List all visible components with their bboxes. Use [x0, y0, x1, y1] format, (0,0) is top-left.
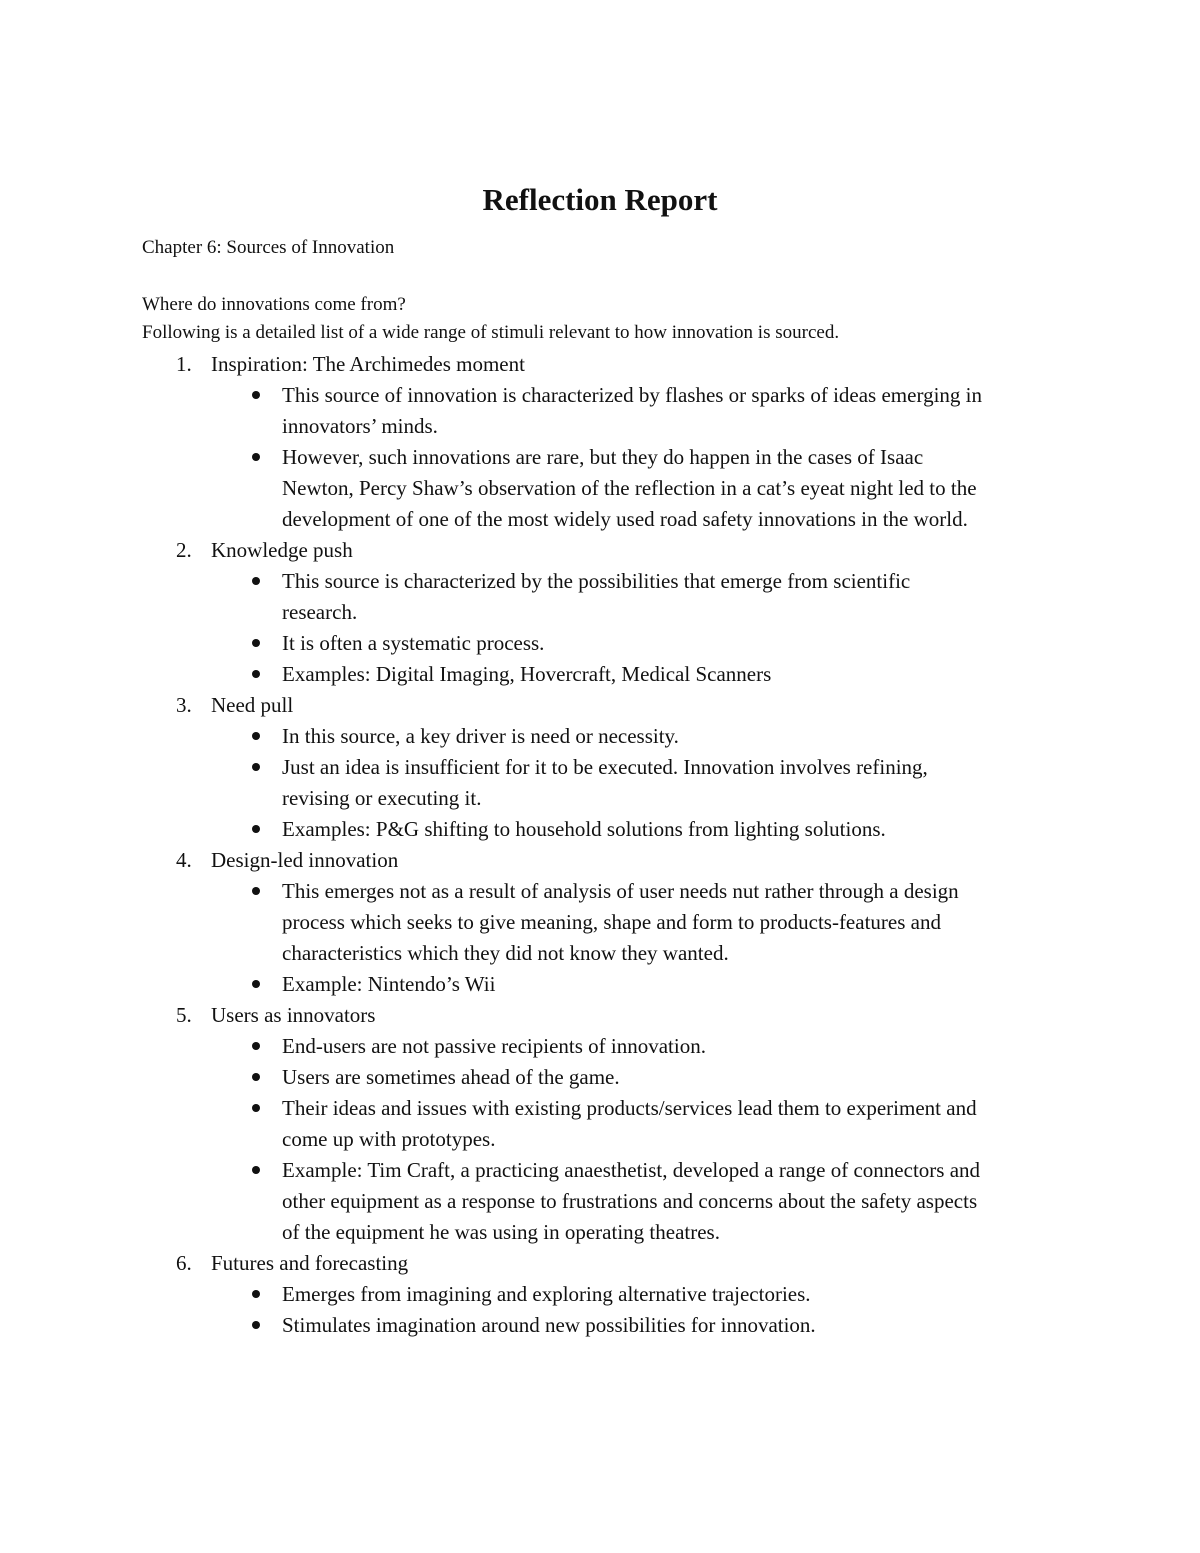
- source-item: [142, 690, 1062, 845]
- source-point: [211, 1310, 982, 1341]
- bullet-icon: [252, 1290, 260, 1298]
- source-heading: Design-led innovation: [211, 848, 399, 872]
- source-heading: Need pull: [211, 693, 294, 717]
- source-number: 5.: [176, 1003, 192, 1027]
- source-point: [211, 566, 982, 628]
- source-heading: Futures and forecasting: [211, 1251, 409, 1275]
- bullet-icon: [252, 980, 260, 988]
- bullet-icon: [252, 577, 260, 585]
- chapter-heading: Chapter 6: Sources of Innovation: [142, 237, 395, 258]
- source-point: [211, 814, 982, 845]
- source-item: [142, 1000, 1062, 1248]
- source-point: [211, 1062, 982, 1093]
- sources-list: [142, 349, 1062, 1341]
- source-point-text: Stimulates imagination around new possibilities for innovation.: [282, 1313, 816, 1337]
- source-number: 3.: [176, 693, 192, 717]
- source-point-text: End-users are not passive recipients of innovation.: [282, 1034, 706, 1058]
- page-title: Reflection Report: [482, 182, 718, 217]
- source-heading: Users as innovators: [211, 1003, 376, 1027]
- source-point-text: Their ideas and issues with existing products/services lead them to experiment and come up with prototypes.: [282, 1096, 977, 1151]
- source-number: 2.: [176, 538, 192, 562]
- source-point: [211, 1031, 982, 1062]
- source-point: [211, 752, 982, 814]
- source-point-text: Users are sometimes ahead of the game.: [282, 1065, 620, 1089]
- bullet-icon: [252, 763, 260, 771]
- source-point-text: Example: Tim Craft, a practicing anaesthetist, developed a range of connectors and other equipment as a response to frustrations and concerns about the safety aspects of the equipment he was using in operating theatres.: [282, 1158, 981, 1244]
- source-point: [211, 1093, 982, 1155]
- bullet-icon: [252, 1042, 260, 1050]
- bullet-icon: [252, 1321, 260, 1329]
- bullet-icon: [252, 1166, 260, 1174]
- source-point: [211, 659, 982, 690]
- question-text: Where do innovations come from?: [142, 294, 406, 315]
- source-points: [211, 721, 1062, 845]
- source-point-text: This source is characterized by the possibilities that emerge from scientific research.: [282, 569, 911, 624]
- source-point: [211, 721, 982, 752]
- source-number: 6.: [176, 1251, 192, 1275]
- source-item: [142, 1248, 1062, 1341]
- source-point-text: Emerges from imagining and exploring alternative trajectories.: [282, 1282, 811, 1306]
- source-point: [211, 442, 982, 535]
- bullet-icon: [252, 639, 260, 647]
- source-point: [211, 969, 982, 1000]
- bullet-icon: [252, 391, 260, 399]
- bullet-icon: [252, 670, 260, 678]
- source-point: [211, 628, 982, 659]
- bullet-icon: [252, 1104, 260, 1112]
- source-point: [211, 380, 982, 442]
- source-number: 4.: [176, 848, 192, 872]
- source-heading: Knowledge push: [211, 538, 353, 562]
- source-point: [211, 1155, 982, 1248]
- source-points: [211, 1279, 1062, 1341]
- source-number: 1.: [176, 352, 192, 376]
- bullet-icon: [252, 1073, 260, 1081]
- source-item: [142, 535, 1062, 690]
- source-point-text: However, such innovations are rare, but they do happen in the cases of Isaac Newton, Percy Shaw’s observation of the reflection in a cat’s eyeat night led to the development of one of the most widely used road safety innovations in the world.: [282, 445, 977, 531]
- source-point: [211, 876, 982, 969]
- bullet-icon: [252, 453, 260, 461]
- source-points: [211, 566, 1062, 690]
- source-point-text: Examples: P&G shifting to household solutions from lighting solutions.: [282, 817, 886, 841]
- source-points: [211, 380, 1062, 535]
- source-item: [142, 349, 1062, 535]
- bullet-icon: [252, 732, 260, 740]
- source-point-text: Example: Nintendo’s Wii: [282, 972, 496, 996]
- bullet-icon: [252, 825, 260, 833]
- source-point-text: This emerges not as a result of analysis of user needs nut rather through a design process which seeks to give meaning, shape and form to products-features and characteristics which they did not know they wanted.: [282, 879, 959, 965]
- intro-text: Following is a detailed list of a wide range of stimuli relevant to how innovation is sourced.: [142, 322, 840, 343]
- source-point-text: Just an idea is insufficient for it to be executed. Innovation involves refining, revising or executing it.: [282, 755, 928, 810]
- source-points: [211, 876, 1062, 1000]
- source-point-text: In this source, a key driver is need or necessity.: [282, 724, 679, 748]
- source-point: [211, 1279, 982, 1310]
- source-point-text: It is often a systematic process.: [282, 631, 545, 655]
- bullet-icon: [252, 887, 260, 895]
- source-point-text: This source of innovation is characterized by flashes or sparks of ideas emerging in innovators’ minds.: [282, 383, 982, 438]
- source-heading: Inspiration: The Archimedes moment: [211, 352, 525, 376]
- source-item: [142, 845, 1062, 1000]
- source-point-text: Examples: Digital Imaging, Hovercraft, Medical Scanners: [282, 662, 772, 686]
- source-points: [211, 1031, 1062, 1248]
